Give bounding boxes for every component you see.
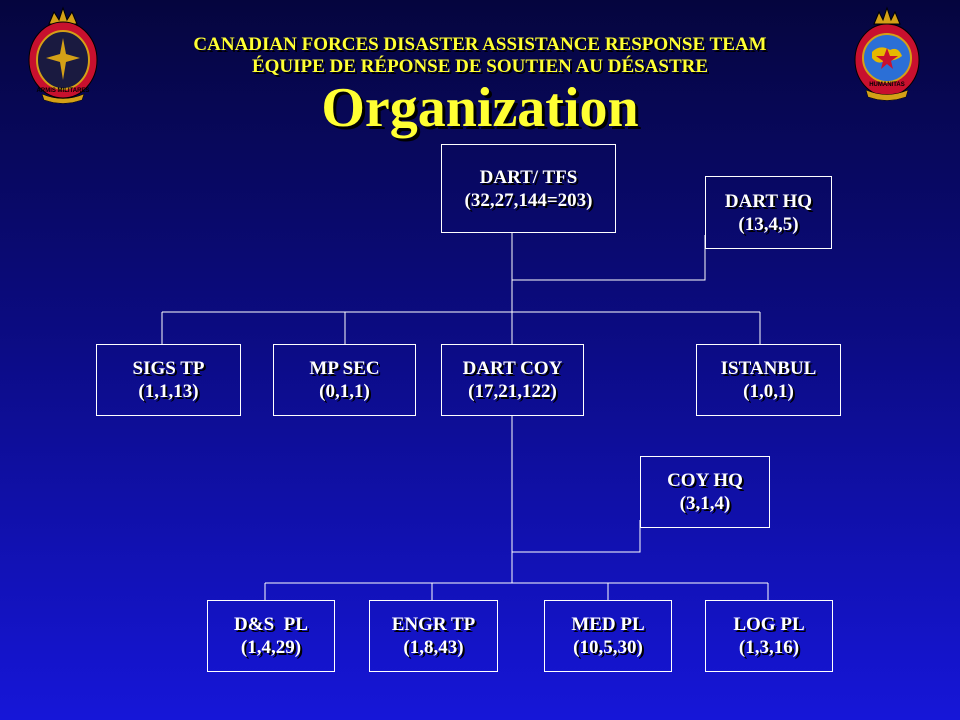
node-name: SIGS TP <box>132 358 205 379</box>
node-med-pl <box>544 600 672 672</box>
node-counts: (3,1,4) <box>679 493 731 514</box>
node-counts: (10,5,30) <box>573 637 643 658</box>
node-name: COY HQ <box>667 470 743 491</box>
node-ds-pl <box>207 600 335 672</box>
node-counts: (1,1,13) <box>138 381 199 402</box>
node-dart-tfs <box>441 144 616 233</box>
node-name: ENGR TP <box>391 614 476 635</box>
right-crest-motto: HUMANITAS <box>869 82 905 88</box>
node-name: DART HQ <box>724 190 813 212</box>
node-counts: (1,8,43) <box>403 637 464 658</box>
header-line-french: ÉQUIPE DE RÉPONSE DE SOUTIEN AU DÉSASTRE <box>251 56 709 77</box>
node-dart-hq <box>705 176 832 249</box>
node-mp-sec <box>273 344 416 416</box>
page-title: Organization <box>321 77 639 139</box>
node-name: MP SEC <box>309 358 380 379</box>
node-name: MED PL <box>571 614 645 635</box>
node-counts: (17,21,122) <box>468 381 557 402</box>
node-counts: (1,4,29) <box>240 637 302 658</box>
node-name: D&S PL <box>234 614 308 635</box>
connector-coy-hq <box>512 520 640 552</box>
node-name: DART/ TFS <box>479 166 578 188</box>
node-counts: (13,4,5) <box>738 213 799 235</box>
node-counts: (0,1,1) <box>319 381 370 402</box>
node-istanbul <box>696 344 841 416</box>
node-engr-tp <box>369 600 498 672</box>
node-counts: (1,0,1) <box>743 381 794 402</box>
node-sigs-tp <box>96 344 241 416</box>
node-log-pl <box>705 600 833 672</box>
node-counts: (32,27,144=203) <box>464 189 593 211</box>
node-coy-hq <box>640 456 770 528</box>
connector-dart-hq <box>512 235 705 280</box>
header-line-english: CANADIAN FORCES DISASTER ASSISTANCE RESPONSE TEAM <box>193 34 767 55</box>
node-counts: (1,3,16) <box>738 637 800 658</box>
node-name: ISTANBUL <box>720 358 817 379</box>
node-name: LOG PL <box>733 614 805 635</box>
node-name: DART COY <box>462 358 563 379</box>
left-crest-motto: ARMIS MILITARES <box>36 88 90 94</box>
node-dart-coy <box>441 344 584 416</box>
